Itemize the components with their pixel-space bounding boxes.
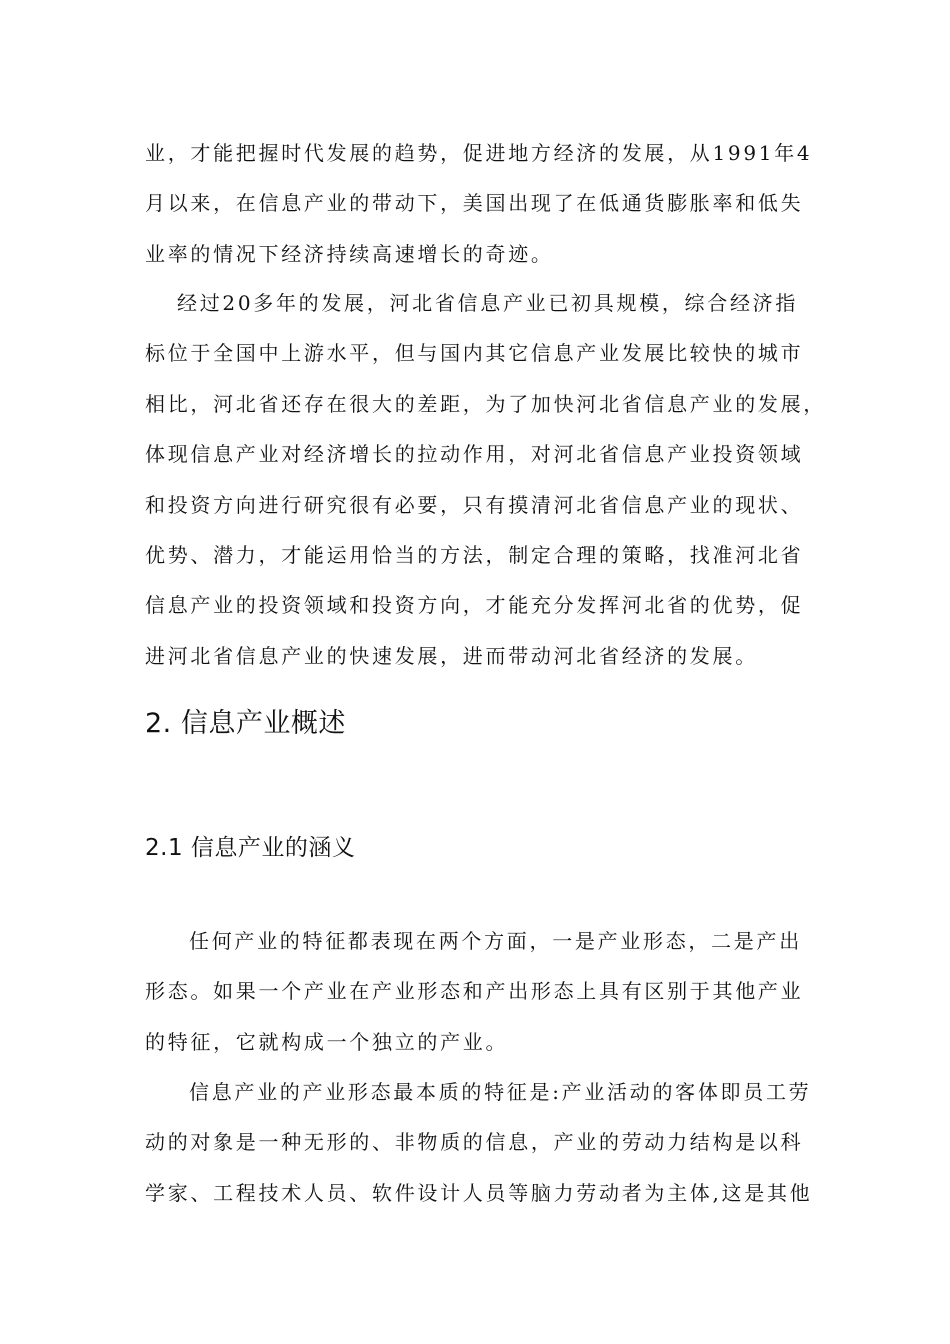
- text-line: 标位于全国中上游水平，但与国内其它信息产业发展比较快的城市: [145, 341, 804, 366]
- text-line: 经过20多年的发展，河北省信息产业已初具规模，综合经济指: [177, 291, 799, 315]
- paragraph-hebei-development: [145, 278, 826, 681]
- text-line: 业率的情况下经济持续高速增长的奇迹。: [145, 241, 554, 266]
- text-line: 体现信息产业对经济增长的拉动作用，对河北省信息产业投资领域: [145, 442, 804, 467]
- text-line: 相比，河北省还存在很大的差距，为了加快河北省信息产业的发展，: [145, 391, 826, 416]
- text-line: 进河北省信息产业的快速发展，进而带动河北省经济的发展。: [145, 643, 758, 668]
- text-line: 动的对象是一种无形的、非物质的信息，产业的劳动力结构是以科: [145, 1130, 804, 1155]
- text-line: 信息产业的产业形态最本质的特征是:产业活动的客体即员工劳: [189, 1080, 812, 1104]
- paragraph-intro-continuation: [145, 128, 813, 279]
- text-line: 形态。如果一个产业在产业形态和产出形态上具有区别于其他产业: [145, 979, 804, 1004]
- text-line: 优势、潜力，才能运用恰当的方法，制定合理的策略，找准河北省: [145, 543, 804, 568]
- text-line: 月以来，在信息产业的带动下，美国出现了在低通货膨胀率和低失: [145, 191, 804, 216]
- text-line: 学家、工程技术人员、软件设计人员等脑力劳动者为主体,这是其他: [145, 1180, 813, 1205]
- text-line: 和投资方向进行研究很有必要，只有摸清河北省信息产业的现状、: [145, 492, 804, 517]
- text-line: 任何产业的特征都表现在两个方面，一是产业形态，二是产出: [189, 929, 802, 953]
- paragraph-industry-form: [145, 1067, 813, 1218]
- text-line: 信息产业的投资领域和投资方向，才能充分发挥河北省的优势，促: [145, 593, 804, 618]
- subsection-heading: 2.1 信息产业的涵义: [145, 835, 356, 861]
- text-line: 业，才能把握时代发展的趋势，促进地方经济的发展，从1991年4: [145, 141, 813, 165]
- section-heading: 2. 信息产业概述: [145, 708, 346, 739]
- text-line: 的特征，它就构成一个独立的产业。: [145, 1029, 509, 1054]
- paragraph-industry-characteristics: [145, 916, 810, 1067]
